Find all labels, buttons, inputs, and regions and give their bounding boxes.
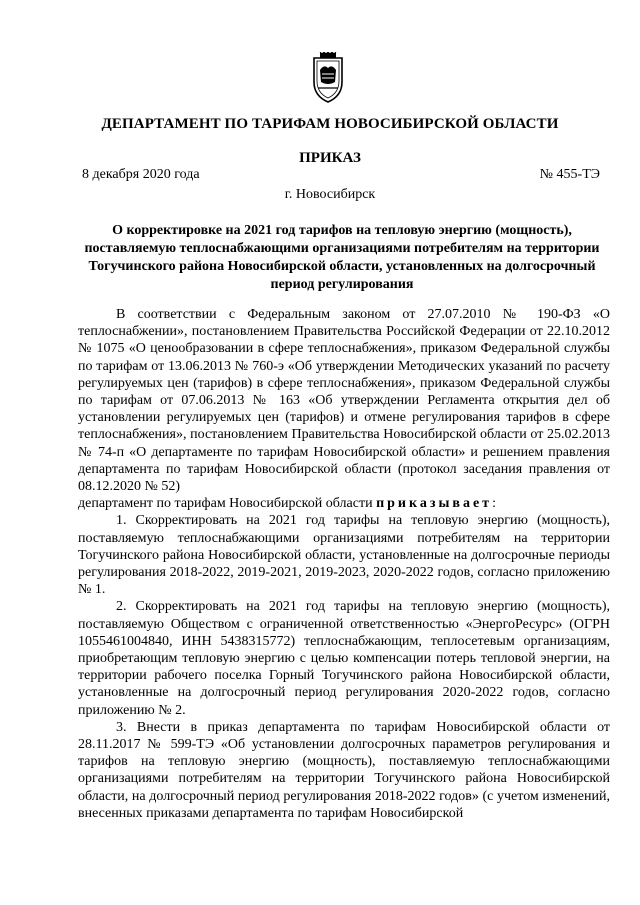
document-number: № 455-ТЭ [539,167,600,182]
order-line-suffix: : [492,496,496,512]
document-title: О корректировке на 2021 год тарифов на тепловую энергию (мощность), поставляемую теплоснабжающими организациями потребителям на территории Тогучинского района Новосибирской области, установленных на долгосрочный период регулирования [84,223,600,292]
order-item: 2. Скорректировать на 2021 год тарифы на тепловую энергию (мощность), поставляемую Обществом с ограниченной ответственностью «ЭнергоРесурс» (ОГРН 1055461004840, ИНН 5438315772) теплоснабжающим, теплосетевым организациям, приобретающим тепловую энергию с целью компенсации потерь тепловой энергии, на территории рабочего поселка Горный Тогучинского района Новосибирской области, установленные на долгосрочный период регулирования 2020-2022 годов, согласно приложению № 2. [78,599,610,718]
coat-of-arms-icon [308,52,348,104]
order-line-prefix: департамент по тарифам Новосибирской области [78,496,377,512]
order-item: 1. Скорректировать на 2021 год тарифы на тепловую энергию (мощность), поставляемую теплоснабжающими организациями потребителям на территории Тогучинского района Новосибирской области, установленные на долгосрочные периоды регулирования 2018-2022, 2019-2021, 2019-2023, 2020-2022 годов, согласно приложению № 1. [78,513,610,598]
document-city: г. Новосибирск [284,187,376,202]
department-name: ДЕПАРТАМЕНТ ПО ТАРИФАМ НОВОСИБИРСКОЙ ОБЛАСТИ [101,116,559,132]
document-date: 8 декабря 2020 года [82,167,200,182]
order-word: приказывает [376,496,493,512]
document-type: ПРИКАЗ [299,150,361,166]
document-body [78,306,610,822]
order-line [78,495,610,512]
preamble-paragraph: В соответствии с Федеральным законом от 27.07.2010 № 190-ФЗ «О теплоснабжении», постановлением Правительства Российской Федерации от 22.10.2012 № 1075 «О ценообразовании в сфере теплоснабжения», приказом Федеральной службы по тарифам от 13.06.2013 № 760-э «Об утверждении Методических указаний по расчету регулируемых цен (тарифов) в сфере теплоснабжения», приказом Федеральной службы по тарифам от 07.06.2013 № 163 «Об утверждении Регламента открытия дел об установлении регулируемых цен (тарифов) и отмене регулирования тарифов в сфере теплоснабжения», постановлением Правительства Новосибирской области от 25.02.2013 № 74-п «О департаменте по тарифам Новосибирской области» и решением правления департамента по тарифам Новосибирской области (протокол заседания правления от 08.12.2020 № 52) [78,307,610,495]
order-item: 3. Внести в приказ департамента по тарифам Новосибирской области от 28.11.2017 № 599-ТЭ «Об установлении долгосрочных параметров регулирования и тарифов на тепловую энергию (мощность), поставляемую теплоснабжающими организациями потребителям на территории Тогучинского района Новосибирской области, на долгосрочный период регулирования 2018-2022 годов» (с учетом изменений, внесенных приказами департамента по тарифам Новосибирской [78,719,610,821]
